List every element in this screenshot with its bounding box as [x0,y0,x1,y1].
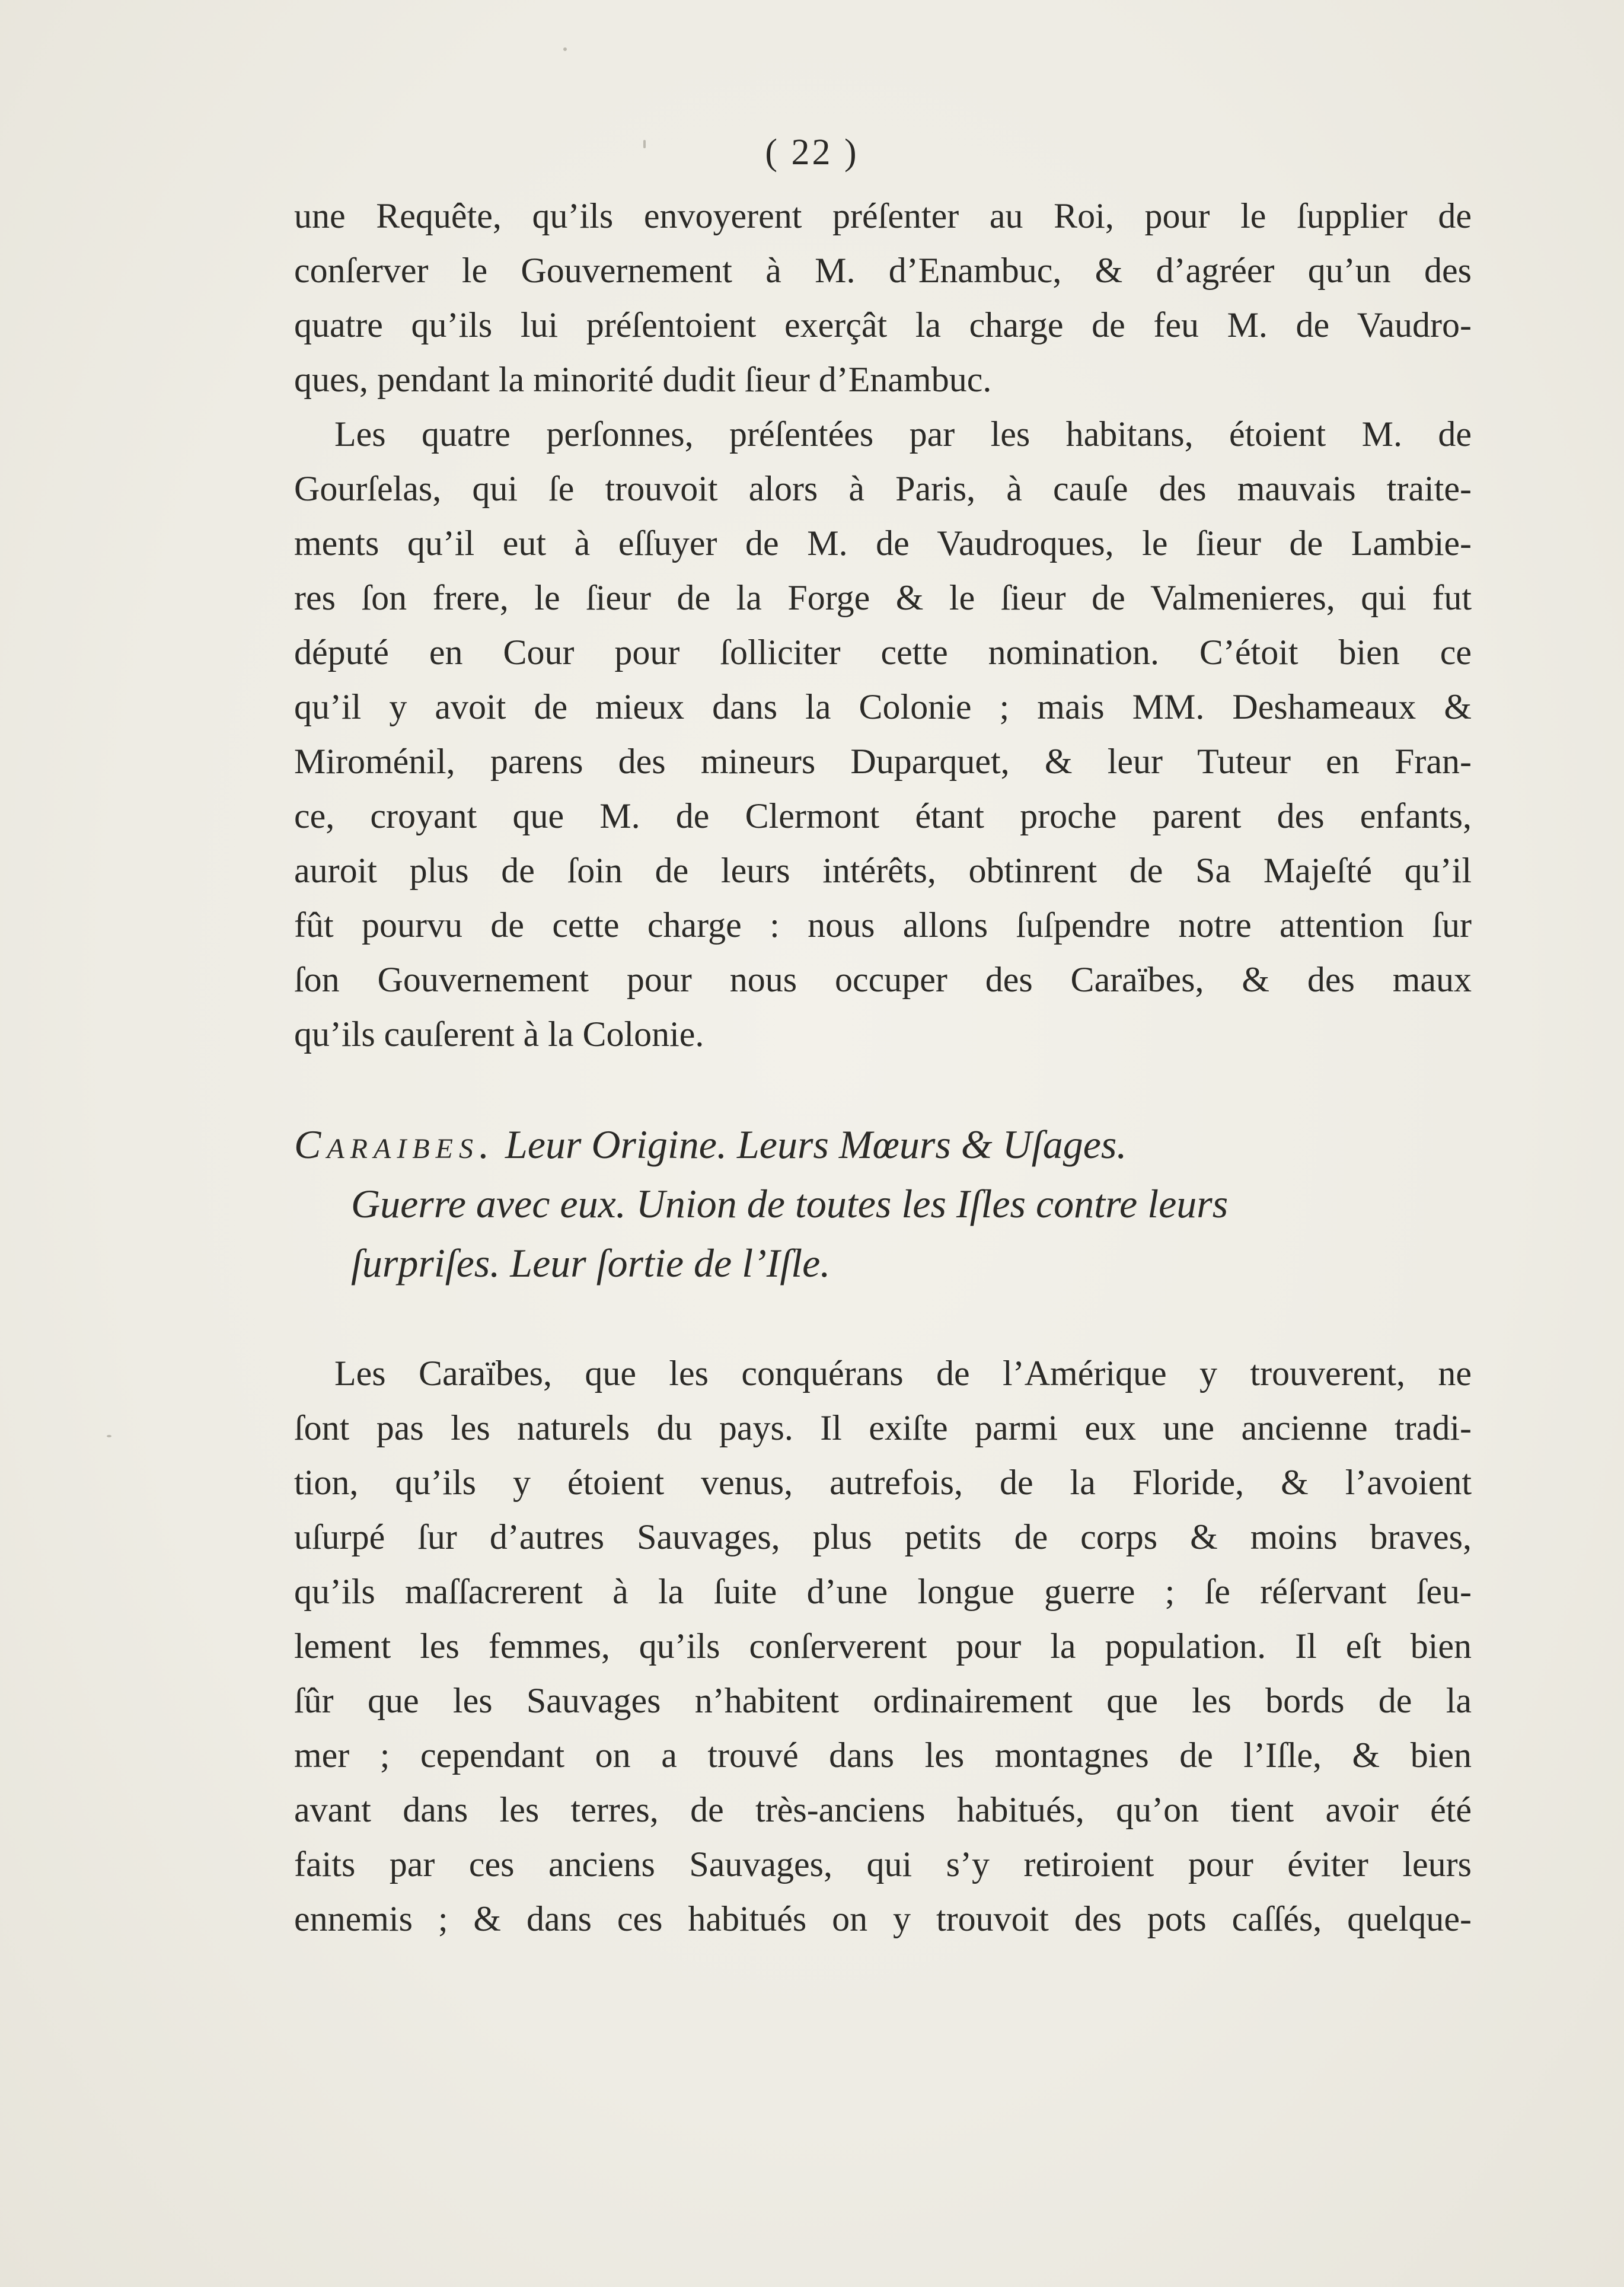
text-line: lement les femmes, qu’ils conſerverent pour la population. Il eſt bien [294,1626,1472,1666]
text-line: Miroménil, parens des mineurs Duparquet, & leur Tuteur en Fran- [294,742,1472,781]
text-line: ques, pendant la minorité dudit ſieur d’Enambuc. [294,360,992,399]
paragraph-1 [294,189,1472,407]
text-line: ſûr que les Sauvages n’habitent ordinairement que les bords de la [294,1681,1472,1720]
heading-line-3: ſurpriſes. Leur ſortie de l’Iſle. [351,1240,831,1286]
text-line: Les quatre perſonnes, préſentées par les habitans, étoient M. de [334,414,1472,454]
section-heading [294,1115,1480,1293]
text-line: auroit plus de ſoin de leurs intérêts, obtinrent de Sa Majeſté qu’il [294,851,1472,890]
text-line: faits par ces anciens Sauvages, qui s’y retiroient pour éviter leurs [294,1845,1472,1884]
text-line: ce, croyant que M. de Clermont étant proche parent des enfants, [294,796,1472,835]
text-line: uſurpé ſur d’autres Sauvages, plus petits de corps & moins braves, [294,1517,1472,1556]
text-line: qu’il y avoit de mieux dans la Colonie ; mais MM. Deshameaux & [294,687,1472,726]
text-line: ennemis ; & dans ces habitués on y trouvoit des pots caſſés, quelque- [294,1899,1472,1938]
paragraph-3 [294,1346,1472,1946]
text-line: ſont pas les naturels du pays. Il exiſte parmi eux une ancienne tradi- [294,1408,1472,1447]
text-line: avant dans les terres, de très-anciens habitués, qu’on tient avoir été [294,1790,1472,1829]
heading-line-1-rest: Leur Origine. Leurs Mœurs & Uſages. [494,1122,1127,1167]
text-line: quatre qu’ils lui préſentoient exerçât la charge de feu M. de Vaudro- [294,305,1472,345]
text-line: mer ; cependant on a trouvé dans les montagnes de l’Iſle, & bien [294,1736,1472,1775]
text-line: conſerver le Gouvernement à M. d’Enambuc, & d’agréer qu’un des [294,251,1472,290]
text-line: Les Caraïbes, que les conquérans de l’Amérique y trouverent, ne [334,1354,1472,1393]
text-line: fût pourvu de cette charge : nous allons ſuſpendre notre attention ſur [294,905,1472,945]
text-line: une Requête, qu’ils envoyerent préſenter au Roi, pour le ſupplier de [294,196,1472,235]
text-line: qu’ils maſſacrerent à la ſuite d’une longue guerre ; ſe réſervant ſeu- [294,1572,1472,1611]
text-line: res ſon frere, le ſieur de la Forge & le ſieur de Valmenieres, qui fut [294,578,1472,617]
paragraph-2 [294,407,1472,1061]
text-line: ſon Gouvernement pour nous occuper des Caraïbes, & des maux [294,960,1472,999]
paper-speck [107,1435,111,1437]
paper-speck [563,47,567,51]
text-line: député en Cour pour ſolliciter cette nomination. C’étoit bien ce [294,633,1472,672]
text-line: Gourſelas, qui ſe trouvoit alors à Paris, à cauſe des mauvais traite- [294,469,1472,508]
page-number: ( 22 ) [765,132,859,173]
heading-caps: Caraibes. [294,1122,495,1167]
text-line: ments qu’il eut à eſſuyer de M. de Vaudroques, le ſieur de Lambie- [294,524,1472,563]
heading-line [294,1115,1480,1174]
text-line: qu’ils cauſerent à la Colonie. [294,1015,704,1054]
heading-line-2: Guerre avec eux. Union de toutes les Iſles contre leurs [351,1181,1229,1226]
text-line: tion, qu’ils y étoient venus, autrefois, de la Floride, & l’avoient [294,1463,1472,1502]
